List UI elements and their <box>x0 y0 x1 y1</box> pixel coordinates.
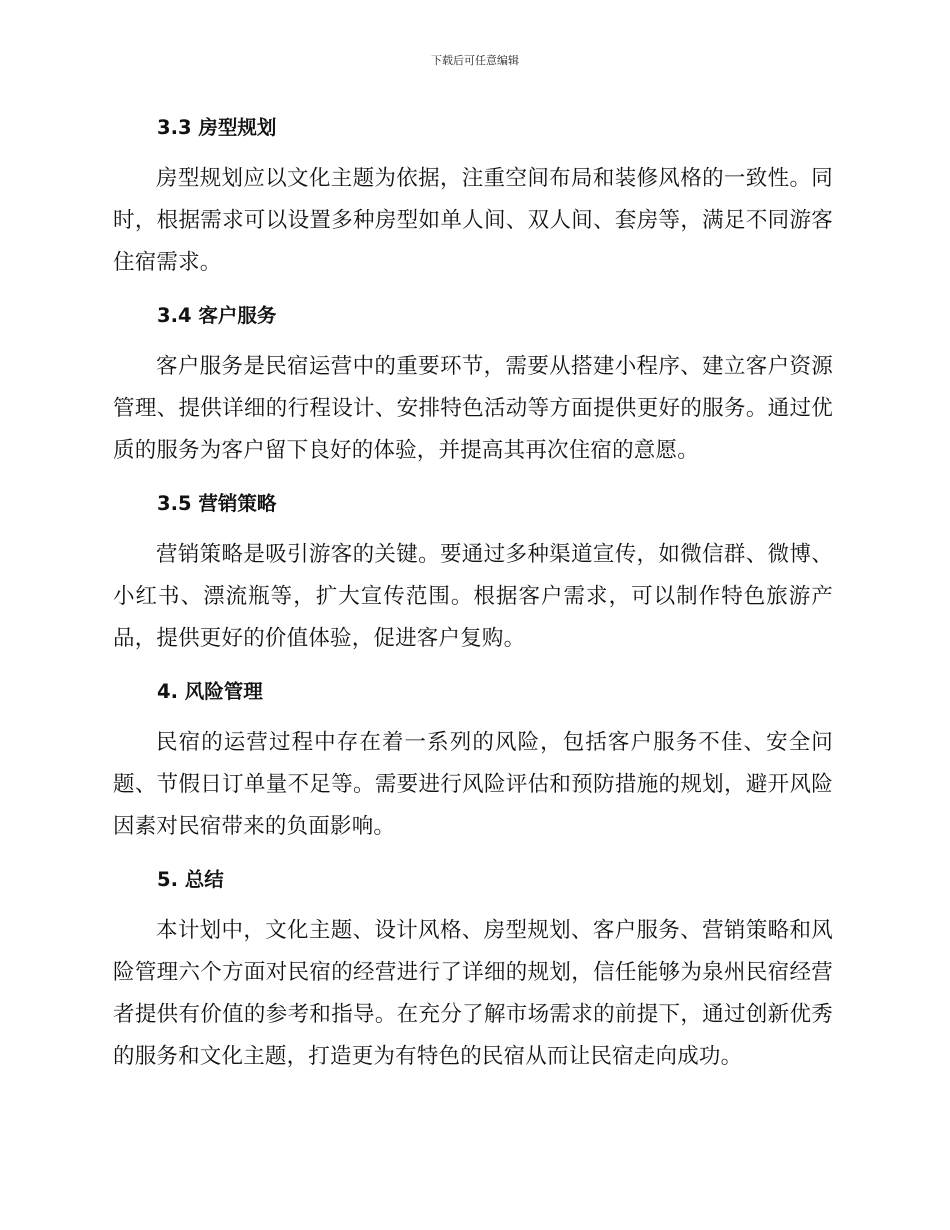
section-heading: 3.4 客户服务 <box>157 304 277 327</box>
page-header: 下载后可任意编辑 <box>431 54 519 67</box>
section-heading: 4. 风险管理 <box>157 680 263 703</box>
section-summary <box>113 860 833 1078</box>
section-paragraph: 客户服务是民宿运营中的重要环节，需要从搭建小程序、建立客户资源管理、提供详细的行程设计、安排特色活动等方面提供更好的服务。通过优质的服务为客户留下良好的体验，并提高其再次住宿的意愿。 <box>113 354 833 463</box>
section-heading: 5. 总结 <box>157 868 224 891</box>
section-paragraph: 房型规划应以文化主题为依据，注重空间布局和装修风格的一致性。同时，根据需求可以设置多种房型如单人间、双人间、套房等，满足不同游客住宿需求。 <box>113 166 833 275</box>
section-paragraph: 本计划中，文化主题、设计风格、房型规划、客户服务、营销策略和风险管理六个方面对民宿的经营进行了详细的规划，信任能够为泉州民宿经营者提供有价值的参考和指导。在充分了解市场需求的前提下，通过创新优秀的服务和文化主题，打造更为有特色的民宿从而让民宿走向成功。 <box>113 918 833 1069</box>
document-body <box>113 108 833 1090</box>
section-paragraph: 民宿的运营过程中存在着一系列的风险，包括客户服务不佳、安全问题、节假日订单量不足等。需要进行风险评估和预防措施的规划，避开风险因素对民宿带来的负面影响。 <box>113 730 833 839</box>
section-paragraph: 营销策略是吸引游客的关键。要通过多种渠道宣传，如微信群、微博、小红书、漂流瓶等，扩大宣传范围。根据客户需求，可以制作特色旅游产品，提供更好的价值体验，促进客户复购。 <box>113 542 833 651</box>
section-heading: 3.5 营销策略 <box>157 492 277 515</box>
section-customer-service <box>113 296 833 472</box>
section-heading: 3.3 房型规划 <box>157 116 277 139</box>
section-room-planning <box>113 108 833 284</box>
section-risk-management <box>113 672 833 848</box>
section-marketing-strategy <box>113 484 833 660</box>
